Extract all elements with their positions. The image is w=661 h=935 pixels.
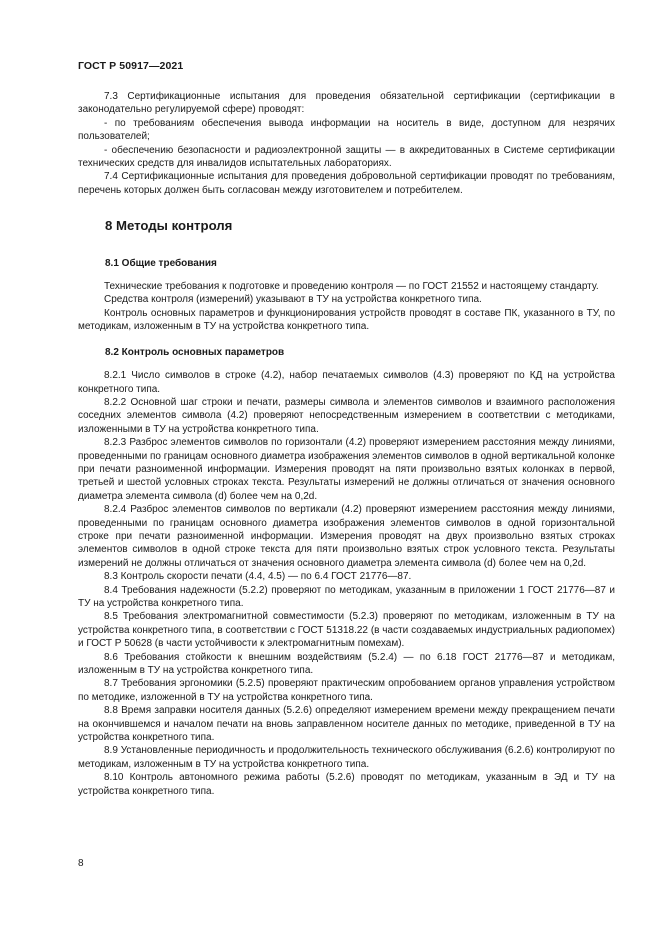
paragraph-8-9: 8.9 Установленные периодичность и продолжительность технического обслуживания (6.2.6) контролируют по методикам, изложенным в ТУ на устройства конкретного типа. (78, 745, 615, 770)
paragraph-list-item-2: - обеспечению безопасности и радиоэлектронной защиты — в аккредитованных в Системе сертификации технических средств для инвалидов испытательных лабораториях. (78, 144, 615, 170)
page-header-doc-code: ГОСТ Р 50917—2021 (78, 60, 184, 72)
paragraph-8-8: 8.8 Время заправки носителя данных (5.2.6) определяют измерением времени между прекращением печати на окончившемся и началом печати на вновь заправленном носителе данных по методике, приведенной в ТУ на устройства конкретного типа. (78, 705, 615, 744)
paragraph-7-3: 7.3 Сертификационные испытания для проведения обязательной сертификации (сертификации в законодательно регулируемой сфере) проводят: (78, 91, 615, 116)
paragraph-7-4: 7.4 Сертификационные испытания для проведения добровольной сертификации проводят по требованиям, перечень которых должен быть согласован между изготовителем и потребителем. (78, 171, 615, 196)
paragraph-8-2-2: 8.2.2 Основной шаг строки и печати, размеры символа и элементов символов и взаимного расположения соседних элементов символа (4.2) проверяют непосредственным измерением в соответствии с методиками, изложенными в ТУ на устройства конкретного типа. (78, 396, 615, 435)
paragraph-8-1-a: Технические требования к подготовке и проведению контроля — по ГОСТ 21552 и настоящему стандарту. (104, 281, 599, 293)
paragraph-8-2-1: 8.2.1 Число символов в строке (4.2), набор печатаемых символов (4.3) проверяют по КД на устройства конкретного типа. (78, 370, 615, 395)
subsection-title-8-1: 8.1 Общие требования (105, 257, 217, 269)
paragraph-8-7: 8.7 Требования эргономики (5.2.5) проверяют практическим опробованием органов управления устройством по методике, изложенной в ТУ на устройства конкретного типа. (78, 678, 615, 703)
paragraph-8-1-c: Контроль основных параметров и функционирования устройств проводят в составе ПК, указанного в ТУ, по методикам, изложенным в ТУ на устройства конкретного типа. (78, 307, 615, 333)
page-number: 8 (78, 858, 84, 869)
section-title-8: 8 Методы контроля (105, 218, 233, 234)
paragraph-8-2-4: 8.2.4 Разброс элементов символов по вертикали (4.2) проверяют измерением расстояния между линиями, проведенными по границам основного диаметра изображения элементов символов в одной горизонтальной строке при печати разноименной информации. Измерения проводят на двух произвольно взятых строках элементов символов в одной строке текста для пяти произвольно взятых строк условного текста. Результаты измерений не должны отличаться от значения основного диаметра элемента символа (d) более чем на 0,2d. (78, 504, 615, 569)
paragraph-8-3: 8.3 Контроль скорости печати (4.4, 4.5) — по 6.4 ГОСТ 21776—87. (104, 571, 412, 583)
paragraph-8-6: 8.6 Требования стойкости к внешним воздействиям (5.2.4) — по 6.18 ГОСТ 21776—87 и методикам, изложенным в ТУ на устройства конкретного типа. (78, 651, 615, 677)
paragraph-list-item-1: - по требованиям обеспечения вывода информации на носитель в виде, доступном для незрячих пользователей; (78, 117, 615, 143)
document-body (78, 90, 615, 798)
paragraph-8-2-3: 8.2.3 Разброс элементов символов по горизонтали (4.2) проверяют измерением расстояния между линиями, проведенными по границам основного диаметра изображения элементов символов в одной вертикальной колонке при печати разноименной информации. Измерения проводят на пяти произвольно взятых колонках в первой, третьей и шестой условных строках текста. Результаты измерений не должны отличаться от значения основного диаметра элемента символа (d) более чем на 0,2d. (78, 437, 615, 502)
paragraph-8-5: 8.5 Требования электромагнитной совместимости (5.2.3) проверяют по методикам, изложенным в ТУ на устройства конкретного типа, в соответствии с ГОСТ 51318.22 (в части создаваемых индустриальных радиопомех) и ГОСТ Р 50628 (в части устойчивости к электромагнитным помехам). (78, 611, 615, 650)
paragraph-8-1-b: Средства контроля (измерений) указывают в ТУ на устройства конкретного типа. (104, 294, 482, 306)
subsection-title-8-2: 8.2 Контроль основных параметров (105, 346, 285, 358)
paragraph-8-10: 8.10 Контроль автономного режима работы (5.2.6) проводят по методикам, указанным в ЭД и ТУ на устройства конкретного типа. (78, 772, 615, 797)
paragraph-8-4: 8.4 Требования надежности (5.2.2) проверяют по методикам, указанным в приложении 1 ГОСТ 21776—87 и ТУ на устройства конкретного типа. (78, 584, 615, 609)
